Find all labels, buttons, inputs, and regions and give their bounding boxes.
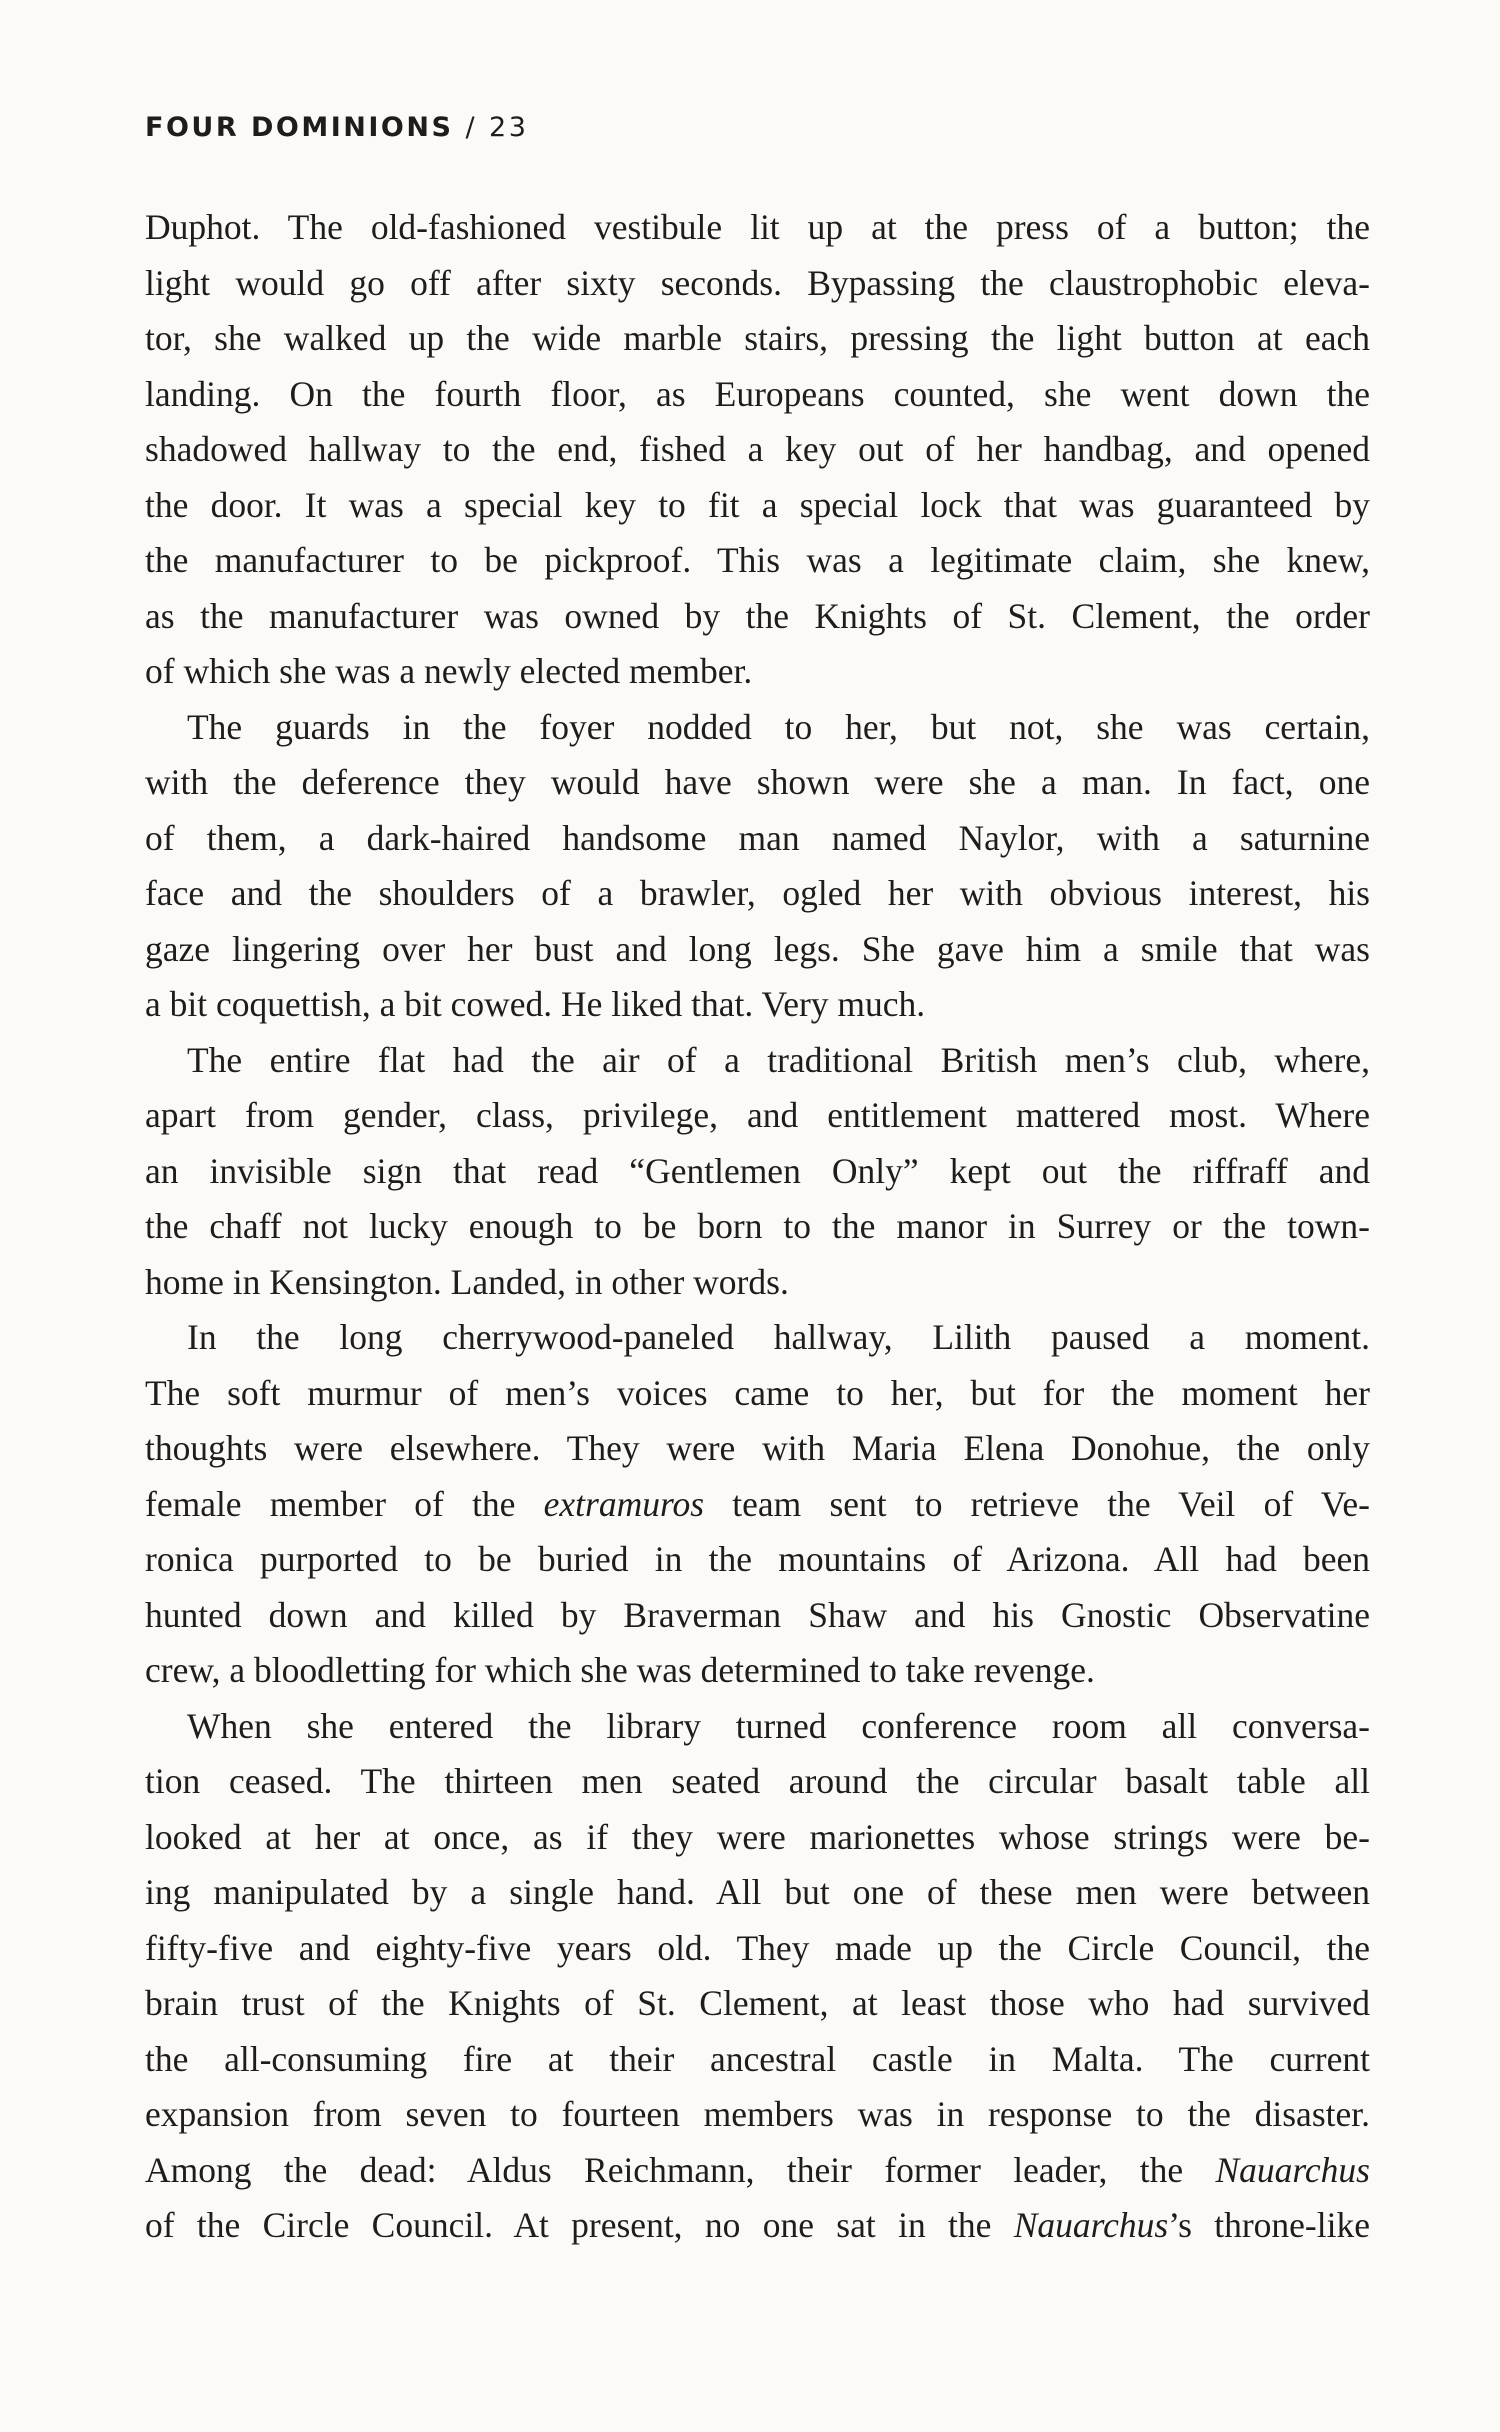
text-line: expansion from seven to fourteen members was in response to the disaster. bbox=[145, 2094, 1370, 2134]
text-line: home in Kensington. Landed, in other words. bbox=[145, 1261, 789, 1302]
text-line: tor, she walked up the wide marble stairs, pressing the light button at each bbox=[145, 318, 1370, 358]
text-line bbox=[145, 1477, 1370, 1533]
text-line: When she entered the library turned conference room all conversa- bbox=[187, 1705, 1370, 1746]
text-line: the manufacturer to be pickproof. This was a legitimate claim, she knew, bbox=[145, 540, 1370, 580]
text-run: ’s throne-like bbox=[1168, 2205, 1370, 2245]
text-line: the all-consuming fire at their ancestral castle in Malta. The current bbox=[145, 2038, 1370, 2079]
text-line: apart from gender, class, privilege, and entitlement mattered most. Where bbox=[145, 1095, 1370, 1135]
text-line: the door. It was a special key to fit a special lock that was guaranteed by bbox=[145, 484, 1370, 525]
text-line: landing. On the fourth floor, as Europeans counted, she went down the bbox=[145, 373, 1370, 414]
italic-word: extramuros bbox=[543, 1483, 705, 1524]
text-line: crew, a bloodletting for which she was determined to take revenge. bbox=[145, 1650, 1095, 1690]
text-run: female member of the bbox=[145, 1483, 544, 1524]
running-head bbox=[145, 112, 528, 143]
text-line: shadowed hallway to the end, fished a key out of her handbag, and opened bbox=[145, 429, 1370, 469]
text-line: looked at her at once, as if they were marionettes whose strings were be- bbox=[145, 1816, 1370, 1857]
text-line: tion ceased. The thirteen men seated around the circular basalt table all bbox=[145, 1761, 1370, 1801]
text-line: with the deference they would have shown were she a man. In fact, one bbox=[145, 762, 1370, 802]
text-run: of the Circle Council. At present, no one sat in the bbox=[145, 2205, 1014, 2245]
text-line: light would go off after sixty seconds. Bypassing the claustrophobic eleva- bbox=[145, 262, 1370, 303]
text-line: thoughts were elsewhere. They were with Maria Elena Donohue, the only bbox=[145, 1428, 1370, 1468]
text-line: the chaff not lucky enough to be born to the manor in Surrey or the town- bbox=[145, 1206, 1370, 1246]
text-line: gaze lingering over her bust and long legs. She gave him a smile that was bbox=[145, 928, 1370, 969]
text-line: of which she was a newly elected member. bbox=[145, 651, 753, 691]
text-line: brain trust of the Knights of St. Clement, at least those who had survived bbox=[145, 1983, 1370, 2023]
text-line: ing manipulated by a single hand. All but one of these men were between bbox=[145, 1872, 1370, 1912]
text-line: an invisible sign that read “Gentlemen Only” kept out the riffraff and bbox=[145, 1150, 1370, 1191]
text-line: hunted down and killed by Braverman Shaw and his Gnostic Observatine bbox=[145, 1594, 1370, 1635]
text-line bbox=[145, 2198, 1370, 2254]
page-number: 23 bbox=[489, 112, 529, 143]
text-run: team sent to retrieve the Veil of Ve- bbox=[704, 1483, 1370, 1524]
text-line: of them, a dark-haired handsome man named Naylor, with a saturnine bbox=[145, 817, 1370, 858]
italic-word: Nauarchus bbox=[1215, 2149, 1370, 2190]
text-line: The guards in the foyer nodded to her, but not, she was certain, bbox=[187, 706, 1370, 747]
text-line: ronica purported to be buried in the mountains of Arizona. All had been bbox=[145, 1539, 1370, 1579]
text-line: a bit coquettish, a bit cowed. He liked that. Very much. bbox=[145, 984, 926, 1024]
text-line: face and the shoulders of a brawler, ogled her with obvious interest, his bbox=[145, 873, 1370, 913]
italic-word: Nauarchus bbox=[1013, 2205, 1169, 2245]
text-line: The soft murmur of men’s voices came to her, but for the moment her bbox=[145, 1372, 1370, 1413]
text-line: In the long cherrywood-paneled hallway, Lilith paused a moment. bbox=[187, 1317, 1370, 1357]
text-line: Duphot. The old-fashioned vestibule lit up at the press of a button; the bbox=[145, 207, 1370, 247]
header-separator: / bbox=[465, 112, 478, 143]
text-line: The entire flat had the air of a traditional British men’s club, where, bbox=[187, 1039, 1370, 1080]
text-line: fifty-five and eighty-five years old. They made up the Circle Council, the bbox=[145, 1927, 1370, 1968]
section-title: FOUR DOMINIONS bbox=[145, 112, 454, 143]
text-line bbox=[145, 2143, 1370, 2199]
text-run: Among the dead: Aldus Reichmann, their former leader, the bbox=[145, 2149, 1216, 2190]
text-line: as the manufacturer was owned by the Knights of St. Clement, the order bbox=[145, 595, 1370, 636]
body-text bbox=[145, 200, 1370, 2254]
